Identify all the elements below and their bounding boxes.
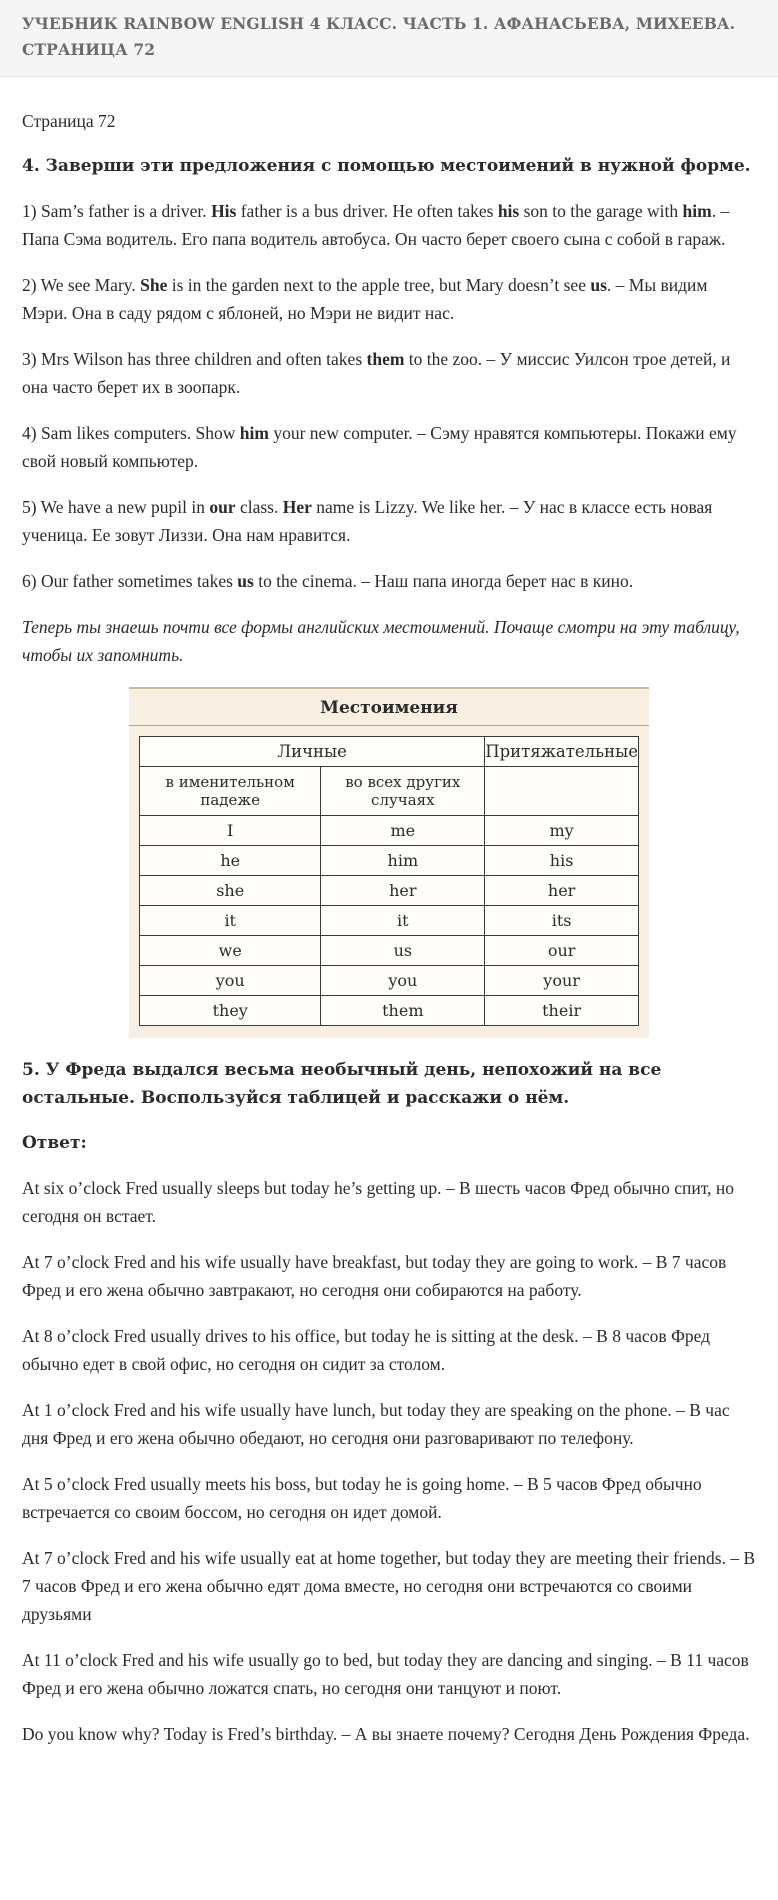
table-cell: my [485, 816, 639, 846]
article-content [0, 77, 778, 1748]
table-cell: her [485, 876, 639, 906]
text-fragment: 3) Mrs Wilson has three children and often takes [22, 349, 367, 369]
table-cell: us [321, 936, 485, 966]
answer-paragraph: At 11 o’clock Fred and his wife usually go to bed, but today they are dancing and singing. – В 11 часов Фред и его жена обычно ложатся спать, но сегодня они танцуют и поют. [22, 1650, 749, 1698]
task-4-item [22, 493, 756, 549]
text-fragment: name is Lizzy. We like her. – У нас в классе есть новая ученица. Ее зовут Лиззи. Она нам нравится. [22, 497, 713, 545]
task-4-item [22, 197, 756, 253]
task-4-item [22, 345, 756, 401]
table-cell: she [140, 876, 321, 906]
task-4-note: Теперь ты знаешь почти все формы английских местоимений. Почаще смотри на эту таблицу, чтобы их запомнить. [22, 617, 740, 665]
text-fragment: 4) Sam likes computers. Show [22, 423, 240, 443]
table-cell: its [485, 906, 639, 936]
table-group-header-row [140, 737, 639, 767]
table-row [140, 966, 639, 996]
bold-pronoun: his [497, 201, 520, 221]
bold-pronoun: our [209, 497, 236, 517]
table-subheader-row [140, 767, 639, 816]
text-fragment: your new computer. – Сэму нравятся компьютеры. Покажи ему свой новый компьютер. [22, 423, 737, 471]
group-possessive-header: Притяжательные [485, 737, 639, 767]
task-5-heading: 5. У Фреда выдался весьма необычный день, непохожий на все остальные. Воспользуйся таблицей и расскажи о нём. [22, 1060, 662, 1108]
table-cell: your [485, 966, 639, 996]
table-cell: their [485, 996, 639, 1026]
text-fragment: to the cinema. – Наш папа иногда берет нас в кино. [253, 571, 634, 591]
table-cell: him [321, 846, 485, 876]
task-4-item [22, 567, 756, 595]
answer-paragraph: At 5 o’clock Fred usually meets his boss, but today he is going home. – В 5 часов Фред обычно встречается со своим боссом, но сегодня он идет домой. [22, 1474, 702, 1522]
task-4-heading: 4. Заверши эти предложения с помощью местоимений в нужной форме. [22, 156, 751, 176]
table-cell: it [140, 906, 321, 936]
text-fragment: 6) Our father sometimes takes [22, 571, 238, 591]
page-header [0, 0, 778, 77]
text-fragment: . – Мы видим Мэри. Она в саду рядом с яблоней, но Мэри не видит нас. [22, 275, 708, 323]
table-row [140, 906, 639, 936]
text-fragment: . – Папа Сэма водитель. Его папа водитель автобуса. Он часто берет своего сына с собой в гараж. [22, 201, 730, 249]
page-number-label: Страница 72 [22, 111, 116, 131]
answer-paragraph: At 8 o’clock Fred usually drives to his office, but today he is sitting at the desk. – В 8 часов Фред обычно едет в свой офис, но сегодня он сидит за столом. [22, 1326, 711, 1374]
task-4-item [22, 419, 756, 475]
table-title: Местоимения [129, 693, 649, 726]
other-cases-header: во всех других случаях [321, 767, 485, 816]
bold-pronoun: him [239, 423, 269, 443]
text-fragment: 2) We see Mary. [22, 275, 141, 295]
text-fragment: 1) Sam’s father is a driver. [22, 201, 212, 221]
table-row [140, 816, 639, 846]
group-personal-header: Личные [140, 737, 485, 767]
table-cell: you [140, 966, 321, 996]
text-fragment: 5) We have a new pupil in [22, 497, 210, 517]
bold-pronoun: us [590, 275, 607, 295]
table-cell: they [140, 996, 321, 1026]
table-cell: his [485, 846, 639, 876]
table-cell: you [321, 966, 485, 996]
table-cell: we [140, 936, 321, 966]
answer-paragraph: At six o’clock Fred usually sleeps but today he’s getting up. – В шесть часов Фред обычно спит, но сегодня он встает. [22, 1178, 734, 1226]
table-row [140, 936, 639, 966]
pronouns-table-figure [129, 687, 649, 1038]
text-fragment: son to the garage with [519, 201, 683, 221]
bold-pronoun: His [211, 201, 237, 221]
table-cell: I [140, 816, 321, 846]
text-fragment: class. [235, 497, 283, 517]
page-title: УЧЕБНИК RAINBOW ENGLISH 4 КЛАСС. ЧАСТЬ 1. АФАНАСЬЕВА, МИХЕЕВА. СТРАНИЦА 72 [22, 14, 736, 59]
answer-paragraph: At 1 o’clock Fred and his wife usually have lunch, but today they are speaking on the phone. – В час дня Фред и его жена обычно обедают, но сегодня они разговаривают по телефону. [22, 1400, 730, 1448]
text-fragment: to the zoo. – У миссис Уилсон трое детей, и она часто берет их в зоопарк. [22, 349, 731, 397]
answer-paragraph: At 7 o’clock Fred and his wife usually eat at home together, but today they are meeting their friends. – В 7 часов Фред и его жена обычно едят дома вместе, но сегодня они встречаются со своими друзьями [22, 1548, 756, 1624]
bold-pronoun: them [366, 349, 405, 369]
pronouns-table [139, 736, 639, 1026]
table-cell: our [485, 936, 639, 966]
answer-label: Ответ: [22, 1133, 87, 1153]
bold-pronoun: him [682, 201, 712, 221]
table-cell: he [140, 846, 321, 876]
bold-pronoun: She [140, 275, 168, 295]
answer-paragraph: At 7 o’clock Fred and his wife usually have breakfast, but today they are going to work. – В 7 часов Фред и его жена обычно завтракают, но сегодня они собираются на работу. [22, 1252, 727, 1300]
text-fragment: father is a bus driver. He often takes [236, 201, 498, 221]
answer-paragraph: Do you know why? Today is Fred’s birthday. – А вы знаете почему? Сегодня День Рождения Фреда. [22, 1724, 750, 1744]
bold-pronoun: us [237, 571, 254, 591]
bold-pronoun: Her [282, 497, 312, 517]
table-cell: them [321, 996, 485, 1026]
nominative-header: в именительном падеже [140, 767, 321, 816]
text-fragment: is in the garden next to the apple tree, but Mary doesn’t see [167, 275, 591, 295]
table-row [140, 876, 639, 906]
table-cell: her [321, 876, 485, 906]
table-cell: it [321, 906, 485, 936]
empty-header-cell [485, 767, 639, 816]
task-4-item [22, 271, 756, 327]
table-row [140, 846, 639, 876]
table-cell: me [321, 816, 485, 846]
table-row [140, 996, 639, 1026]
